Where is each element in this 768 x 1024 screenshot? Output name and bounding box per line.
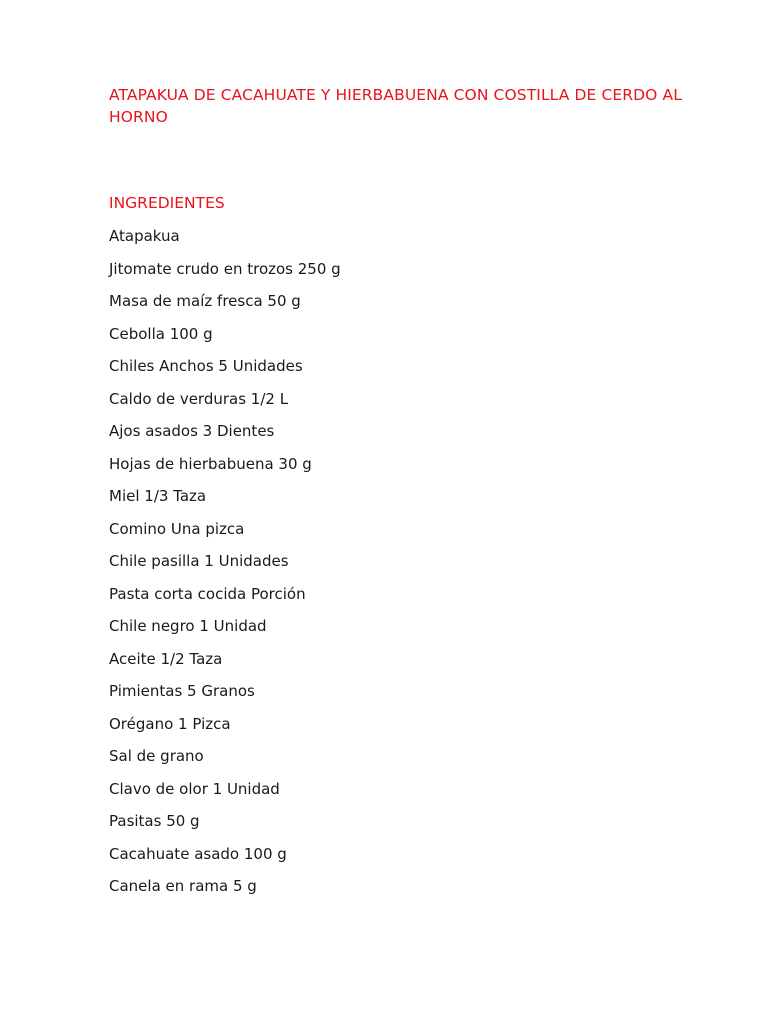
- ingredient-item: Aceite 1/2 Taza: [109, 649, 223, 668]
- ingredient-item: Canela en rama 5 g: [109, 877, 257, 895]
- document-page: [109, 84, 689, 896]
- ingredient-item: Chiles Anchos 5 Unidades: [109, 357, 303, 375]
- ingredient-item: Caldo de verduras 1/2 L: [109, 389, 289, 408]
- recipe-title: ATAPAKUA DE CACAHUATE Y HIERBABUENA CON COSTILLA DE CERDO AL HORNO: [109, 86, 682, 126]
- ingredient-list: [109, 226, 689, 896]
- ingredient-item: Clavo de olor 1 Unidad: [109, 779, 280, 798]
- ingredient-item: Cacahuate asado 100 g: [109, 844, 287, 863]
- ingredient-item: Cebolla 100 g: [109, 324, 213, 343]
- ingredient-item: Atapakua: [109, 227, 180, 245]
- ingredient-item: Sal de grano: [109, 747, 204, 765]
- ingredient-item: Miel 1/3 Taza: [109, 487, 207, 505]
- ingredient-item: Comino Una pizca: [109, 519, 245, 538]
- ingredient-item: Chile pasilla 1 Unidades: [109, 552, 289, 570]
- ingredient-item: Pasta corta cocida Porción: [109, 584, 306, 603]
- ingredient-item: Hojas de hierbabuena 30 g: [109, 454, 312, 473]
- ingredient-item: Orégano 1 Pizca: [109, 714, 231, 733]
- ingredient-item: Pasitas 50 g: [109, 812, 200, 830]
- ingredient-item: Ajos asados 3 Dientes: [109, 422, 275, 440]
- ingredient-item: Chile negro 1 Unidad: [109, 617, 267, 635]
- ingredients-heading: INGREDIENTES: [109, 194, 225, 212]
- ingredient-item: Masa de maíz fresca 50 g: [109, 292, 301, 310]
- ingredient-item: Pimientas 5 Granos: [109, 682, 255, 700]
- ingredient-item: Jitomate crudo en trozos 250 g: [109, 259, 341, 278]
